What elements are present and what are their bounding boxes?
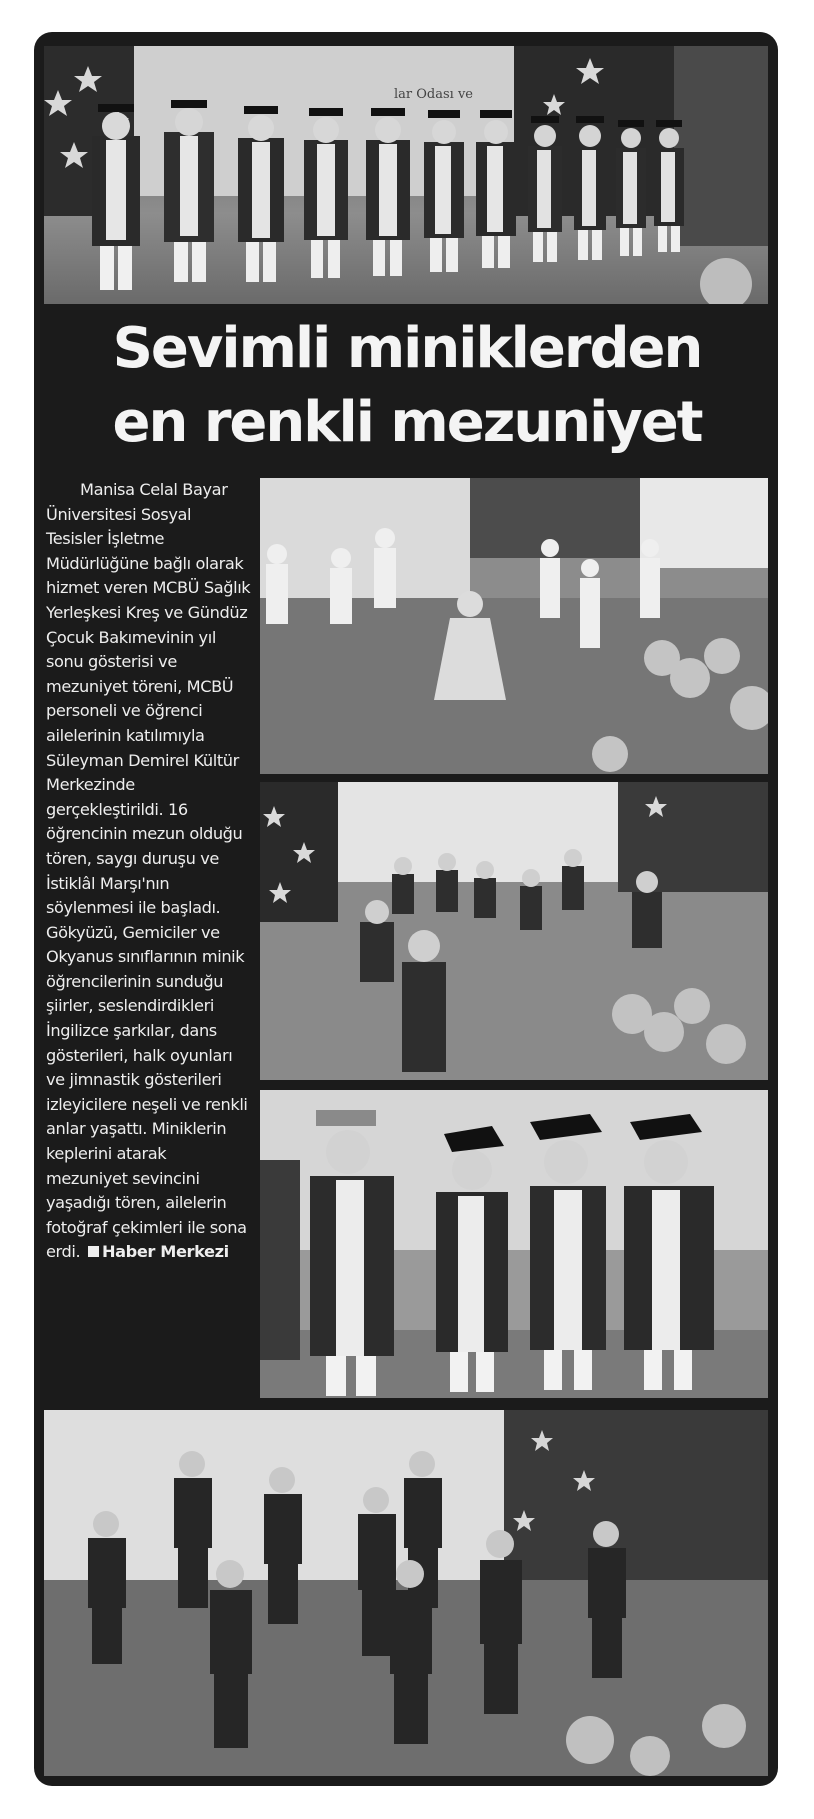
article-body-text: Manisa Celal Bayar Üniversitesi Sosyal Tesisler İşletme Müdürlüğüne bağlı olarak hizmet veren MCBÜ Sağlık Yerleşkesi Kreş ve Gündüz Çocuk Bakımevinin yıl sonu gösterisi ve mezuniyet töreni, MCBÜ personeli ve öğrenci ailelerinin katılımıyla Süleyman Demirel Kültür Merkezinde gerçekleştirildi. 16 öğrencinin mezun olduğu tören, saygı duruşu ve İstiklâl Marşı'nın söylenmesi ile başladı. Gökyüzü, Gemiciler ve Okyanus sınıflarının minik öğrencilerinin sunduğu şiirler, seslendirdikleri İngilizce şarkılar, dans gösterileri, halk oyunları ve jimnastik gösterileri izleyicilere neşeli ve renkli anlar yaşattı. Miniklerin keplerini atarak mezuniyet sevincini yaşadığı tören, ailelerin fotoğraf çekimleri ile sona erdi. [46, 480, 251, 1262]
newspaper-clipping [34, 32, 778, 1786]
backdrop-text: lar Odası ve [394, 87, 473, 102]
photo-folk-dance [44, 1410, 768, 1776]
photo-graduates-lineup [44, 46, 768, 304]
headline-line-2: en renkli mezuniyet [112, 390, 702, 455]
photo-graduates-closeup [260, 1090, 768, 1398]
article-headline [46, 312, 768, 472]
photo-stage-performance [260, 782, 768, 1080]
byline-square-icon [88, 1246, 99, 1257]
article-byline: Haber Merkezi [102, 1242, 229, 1262]
article-body [46, 478, 252, 1265]
headline-line-1: Sevimli miniklerden [112, 316, 702, 381]
photo-dance-show [260, 478, 768, 774]
